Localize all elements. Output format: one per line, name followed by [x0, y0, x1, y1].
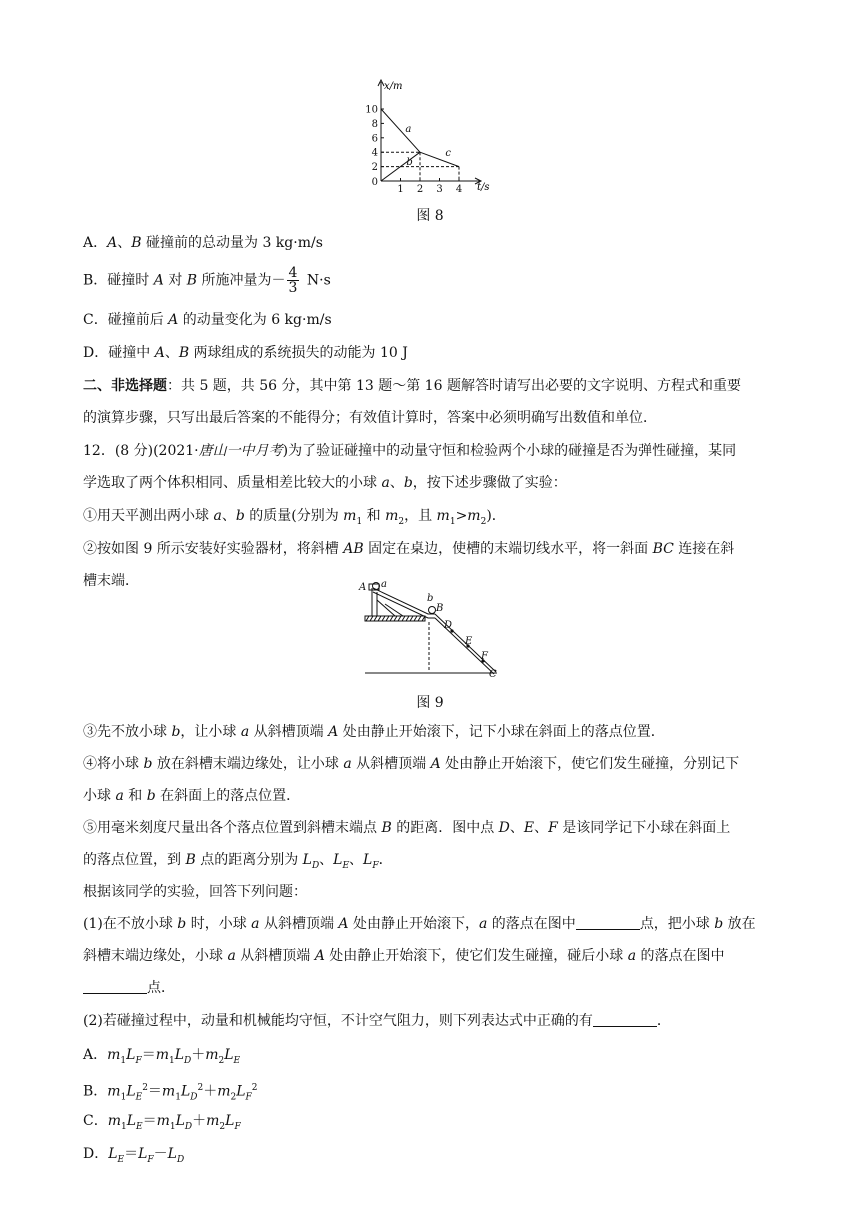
x-tick-label: 2	[416, 184, 424, 195]
q12-part-1-line-1: (1)在不放小球 b 时，小球 a 从斜槽顶端 A 处由静止开始滚下，a 的落点在图中 点，把小球 b 放在	[83, 916, 756, 932]
q12-step-5b: 的落点位置，到 B 点的距离分别为 $L_D$、$L_E$、$L_F$．	[83, 852, 393, 871]
q12-step-2b: 槽末端．	[83, 573, 139, 589]
choice-a: A．$m_1L_F=m_1L_D+m_2L_E$	[83, 1047, 241, 1066]
label-E: E	[465, 636, 473, 647]
label-F: F	[481, 651, 488, 662]
q12-step-4: ④将小球 b 放在斜槽末端边缘处，让小球 a 从斜槽顶端 A 处由静止开始滚下，使它们发生碰撞，分别记下	[83, 756, 740, 772]
label-a: a	[381, 579, 387, 590]
q12-intro: 根据该同学的实验，回答下列问题：	[83, 884, 307, 900]
y-tick-label: 8	[371, 118, 378, 130]
series-label-a: a	[405, 124, 412, 136]
label-D: D	[444, 620, 453, 631]
label-B: B	[436, 603, 444, 614]
q12-line-2: 学选取了两个体积相同、质量相差比较大的小球 a、b，按下述步骤做了实验：	[83, 475, 567, 491]
y-axis-label: x/m	[384, 81, 403, 92]
option-d: D．碰撞中 A、B 两球组成的系统损失的动能为 10 J	[83, 345, 408, 361]
fraction: $\frac{4}{3}$	[288, 265, 298, 296]
x-tick-label: 1	[397, 184, 404, 195]
series-line-c	[420, 152, 459, 166]
section-2-line-1: 二、非选择题：共 5 题，共 56 分，其中第 13 题～第 16 题解答时请写出必要的文字说明、方程式和重要	[83, 378, 741, 394]
label-A: A	[359, 582, 367, 593]
y-tick-label: 2	[371, 162, 378, 174]
q12-step-2: ②按如图 9 所示安装好实验器材，将斜槽 AB 固定在桌边，使槽的末端切线水平，将一斜面 BC 连接在斜	[83, 541, 735, 557]
q12-step-3: ③先不放小球 b，让小球 a 从斜槽顶端 A 处由静止开始滚下，记下小球在斜面上的落点位置．	[83, 724, 665, 740]
option-b: B．碰撞时 A 对 B 所施冲量为－ $\frac{4}{3}$ N·s	[83, 265, 331, 296]
figure-8-caption: 图 8	[416, 208, 444, 224]
choice-b: B．$m_1L_E^2=m_1L_D^2+m_2L_F^2$	[83, 1083, 258, 1103]
origin-label: 0	[371, 177, 378, 188]
choice-c: C．$m_1L_E=m_1L_D+m_2L_F$	[83, 1113, 241, 1132]
series-label-c: c	[445, 147, 451, 159]
label-b: b	[427, 593, 434, 604]
y-tick-label: 4	[371, 147, 378, 159]
q12-part-1-line-3: 点．	[83, 978, 175, 998]
y-tick-label: 6	[371, 133, 378, 145]
y-tick-label: 10	[365, 104, 378, 116]
chute-brace	[377, 600, 403, 616]
q12-part-1-line-2: 斜槽末端边缘处，小球 a 从斜槽顶端 A 处由静止开始滚下，使它们发生碰撞，碰后小球 a 的落点在图中	[83, 948, 725, 964]
label-C: C	[489, 669, 497, 680]
option-a: A．A、B 碰撞前的总动量为 3 kg·m/s	[83, 235, 323, 251]
chute-ab	[373, 588, 435, 618]
q12-step-5: ⑤用毫米刻度尺量出各个落点位置到斜槽末端点 B 的距离．图中点 D、E、F 是该同学记下小球在斜面上	[83, 820, 731, 836]
q12-head: 12．(8 分)(2021·唐山一中月考)为了验证碰撞中的动量守恒和检验两个小球的碰撞是否为弹性碰撞，某同	[83, 443, 737, 459]
section-2-line-2: 的演算步骤，只写出最后答案的不能得分；有效值计算时，答案中必须明确写出数值和单位．	[83, 410, 657, 426]
figure-8-chart	[362, 78, 512, 196]
answer-blank-1[interactable]	[576, 915, 640, 930]
ball-b	[429, 607, 436, 614]
answer-blank-2[interactable]	[83, 979, 147, 994]
series-label-b: b	[406, 157, 413, 169]
answer-blank-3[interactable]	[593, 1012, 657, 1027]
choice-d: D．$L_E=L_F-L_D$	[83, 1146, 185, 1165]
series-line-a	[381, 109, 420, 152]
q12-step-4b: 小球 a 和 b 在斜面上的落点位置．	[83, 788, 301, 804]
x-tick-label: 3	[436, 184, 443, 195]
figure-9-caption: 图 9	[416, 695, 444, 711]
q12-part-2: (2)若碰撞过程中，动量和机械能均守恒，不计空气阻力，则下列表达式中正确的有 ．	[83, 1013, 671, 1029]
x-axis-label: t/s	[477, 182, 490, 193]
figure-9-diagram	[355, 578, 505, 684]
option-c: C．碰撞前后 A 的动量变化为 6 kg·m/s	[83, 312, 332, 328]
q12-step-1: ①用天平测出两小球 a、b 的质量(分别为 $m_1$ 和 $m_2$，且 $m_1>m_2$)．	[83, 508, 506, 527]
x-tick-label: 4	[455, 184, 463, 195]
